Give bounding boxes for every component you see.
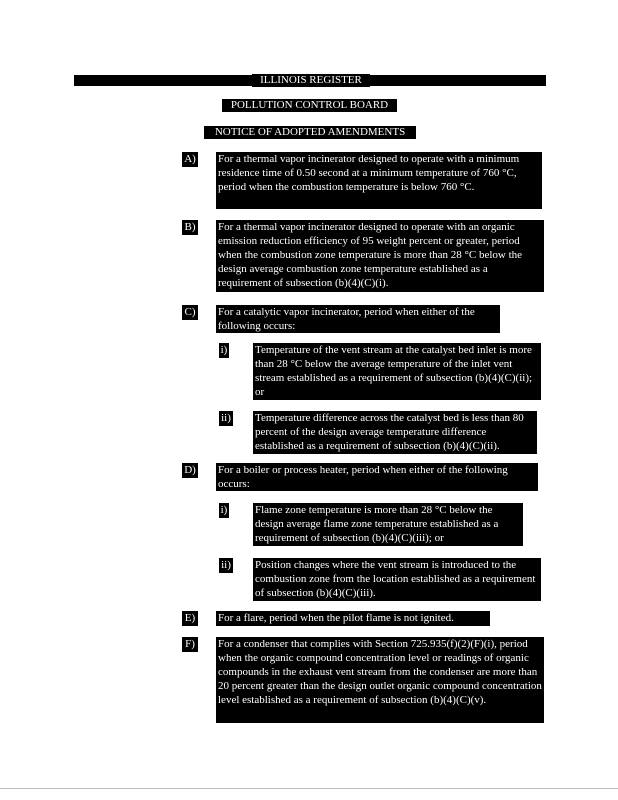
item-text-d: For a boiler or process heater, period when either of the following occurs:	[216, 463, 538, 491]
scan-edge-line	[0, 788, 618, 789]
item-label-f: F)	[182, 637, 198, 652]
subitem-label-c-ii: ii)	[219, 411, 233, 426]
subitem-text-c-i: Temperature of the vent stream at the catalyst bed inlet is more than 28 °C below the average temperature of the inlet vent stream established as a requirement of subsection (b)(4)(C)(ii); or	[253, 343, 541, 400]
subitem-label-d-i: i)	[220, 504, 228, 516]
item-label-a: A)	[182, 152, 198, 167]
register-title: ILLINOIS REGISTER	[252, 74, 370, 87]
subitem-text-d-ii: Position changes where the vent stream is introduced to the combustion zone from the location established as a requirement of subsection (b)(4)(C)(iii).	[253, 558, 541, 601]
subitem-text-d-i: Flame zone temperature is more than 28 °C below the design average flame zone temperature established as a requirement of subsection (b)(4)(C)(iii); or	[253, 503, 523, 546]
notice-title: NOTICE OF ADOPTED AMENDMENTS	[204, 126, 416, 139]
item-label-d: D)	[182, 463, 198, 478]
item-text-a: For a thermal vapor incinerator designed to operate with a minimum residence time of 0.50 second at a minimum temperature of 760 °C, period when the combustion temperature is below 760 °C.	[216, 152, 542, 209]
item-text-f: For a condenser that complies with Section 725.935(f)(2)(F)(i), period when the organic compound concentration level or readings of organic compounds in the exhaust vent stream from the condenser are more than 20 percent greater than the design outlet organic compound concentration level established as a requirement of subsection (b)(4)(C)(v).	[216, 637, 544, 723]
item-label-c: C)	[182, 305, 198, 320]
item-text-b: For a thermal vapor incinerator designed to operate with an organic emission reduction efficiency of 95 weight percent or greater, period when the combustion zone temperature is more than 28 °C below the design average combustion zone temperature established as a requirement of subsection (b)(4)(C)(i).	[216, 220, 544, 292]
board-title: POLLUTION CONTROL BOARD	[222, 99, 397, 112]
item-text-c: For a catalytic vapor incinerator, period when either of the following occurs:	[216, 305, 500, 333]
subitem-label-d-ii: ii)	[219, 558, 233, 573]
item-label-e: E)	[182, 611, 198, 626]
item-label-b: B)	[182, 220, 198, 235]
subitem-label-c-i: i)	[220, 344, 228, 356]
item-text-e: For a flare, period when the pilot flame is not ignited.	[216, 611, 490, 626]
subitem-text-c-ii: Temperature difference across the catalyst bed is less than 80 percent of the design average temperature difference established as a requirement of subsection (b)(4)(C)(ii).	[253, 411, 537, 454]
